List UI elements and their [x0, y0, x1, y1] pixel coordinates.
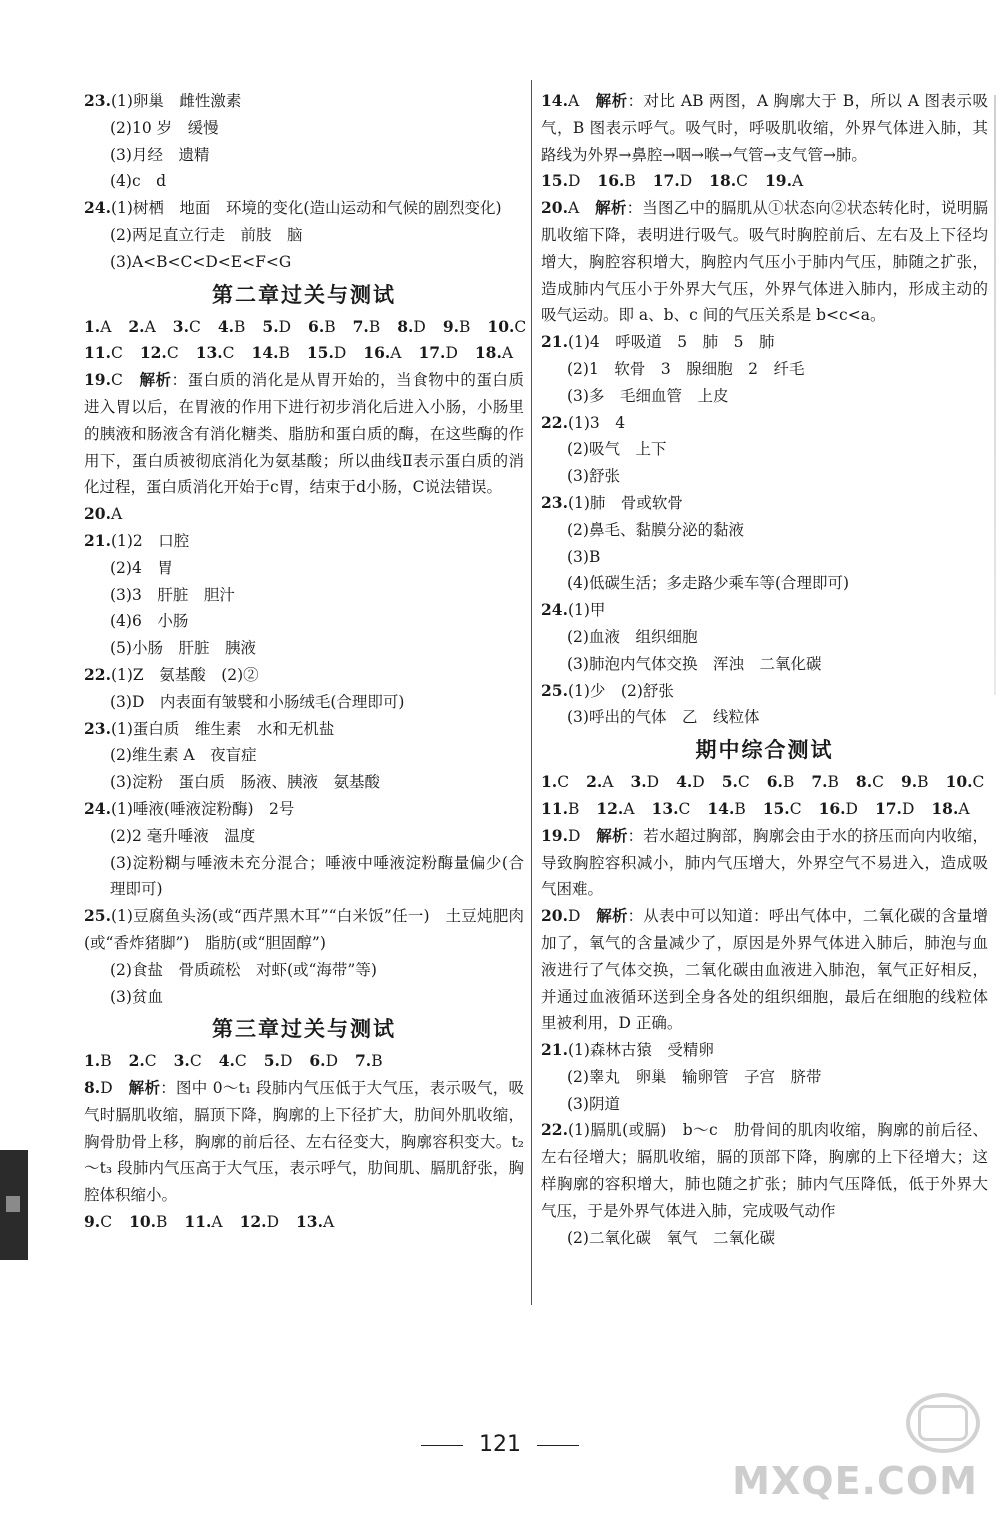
question-number: 25. [541, 680, 568, 700]
sub-answer: (2)维生素 A 夜盲症 [110, 746, 257, 765]
question-number: 2. [128, 316, 145, 336]
question-number: 10. [129, 1212, 157, 1232]
explanation-item [541, 903, 988, 1037]
question-number: 22. [84, 664, 111, 684]
question-number: 8. [84, 1078, 101, 1098]
explanation-text: ：若水超过胸部，胸廓会由于水的挤压而向内收缩，导致胸腔容积减小，肺内气压增大，外界空气不易进入，造成吸气困难。 [541, 826, 988, 899]
answer-choice: A [567, 92, 580, 110]
sub-answer: (3)A<B<C<D<E<F<G [110, 252, 292, 271]
answer-item [597, 172, 635, 190]
question-number: 14. [541, 91, 568, 110]
answer-choice: C [557, 773, 570, 792]
answer-item [856, 773, 884, 791]
answer-item [596, 800, 634, 818]
answer-choice: C [188, 317, 201, 336]
question-number: 4. [217, 316, 235, 336]
explanation-text: ：当图乙中的膈肌从①状态向②状态转化时，说明膈肌收缩下降，表明进行吸气。吸气时胸腔前后、左右及上下径均增大，胸腔容积增大，胸腔内气压小于肺内气压，肺随之扩张，造成肺内气压小于外界大气压，外界气体进入肺内，形成主动的吸气运动。即 a、b、c 间的气压关系是 b<c<a。 [541, 199, 988, 325]
answer-choice: A [390, 344, 402, 363]
sub-answer: (3)多 毛细血管 上皮 [567, 386, 729, 405]
question-number: 12. [239, 1212, 267, 1232]
answer-item [84, 1052, 112, 1070]
page-edge [994, 95, 996, 695]
question-line [541, 1037, 988, 1064]
answer-choice: D [646, 773, 660, 792]
answer-item [84, 344, 123, 362]
answer-choice: B [827, 773, 839, 792]
watermark [732, 1393, 982, 1503]
answer-choice: D [279, 1052, 293, 1071]
question-number: 1. [84, 1051, 101, 1071]
question-number: 19. [541, 825, 568, 845]
answer-text: (1)卵巢 雌性激素 [110, 92, 242, 110]
answer-item [240, 1213, 279, 1231]
question-number: 1. [84, 316, 101, 336]
answer-item [946, 773, 985, 791]
answer-item [174, 1052, 202, 1070]
answer-choice: B [371, 1052, 383, 1071]
answer-choice: B [734, 799, 746, 818]
question-number: 4. [218, 1051, 235, 1071]
answer-choice: A [567, 199, 580, 218]
question-number: 2. [586, 772, 603, 792]
question-number: 19. [84, 370, 111, 390]
section-heading: 第三章过关与测试 [212, 1016, 396, 1042]
answer-choice: A [958, 799, 970, 818]
question-number: 14. [251, 343, 279, 363]
answer-item [252, 344, 290, 362]
question-line [84, 88, 524, 115]
answer-choice: B [567, 799, 580, 818]
question-number: 4. [676, 772, 693, 792]
answer-choice: C [678, 799, 691, 818]
question-line [84, 903, 524, 957]
answer-choice: C [100, 1213, 113, 1232]
answer-item [709, 172, 748, 190]
answer-item [676, 773, 705, 791]
answer-choice: B [368, 317, 381, 336]
question-line [541, 410, 988, 437]
question-number: 21. [541, 332, 568, 352]
sub-answer: (3)呼出的气体 乙 线粒体 [567, 708, 760, 727]
answer-choice: C [189, 1052, 202, 1071]
sub-answer: (2)二氧化碳 氧气 二氧化碳 [567, 1228, 775, 1247]
answer-row [84, 340, 524, 367]
answer-choice: D [445, 344, 458, 363]
answer-item [652, 800, 691, 818]
answer-item [443, 318, 471, 336]
answer-item [487, 318, 526, 336]
question-number: 7. [355, 1051, 372, 1071]
answer-item [541, 800, 579, 818]
sub-answer: (2)10 岁 缓慢 [110, 118, 219, 137]
answer-choice: B [782, 773, 795, 792]
footer-rule-left [421, 1445, 463, 1446]
answer-item [475, 344, 513, 362]
question-line [84, 716, 524, 743]
question-number: 23. [541, 492, 568, 512]
question-number: 18. [709, 171, 737, 191]
question-number: 11. [84, 343, 111, 363]
sub-answer: (3)B [567, 547, 601, 566]
question-number: 20. [541, 198, 568, 218]
answer-text: (1)少 (2)舒张 [567, 681, 674, 700]
spacer [580, 827, 596, 845]
answer-text: (1)森林古猿 受精卵 [567, 1041, 714, 1060]
question-number: 6. [308, 316, 325, 336]
answer-item [353, 318, 381, 336]
explanation-label: 解析 [595, 198, 627, 218]
answer-text: (1)Z 氨基酸 (2)② [110, 665, 259, 684]
answer-choice: A [791, 172, 804, 191]
question-number: 12. [596, 798, 624, 818]
question-number: 1. [541, 772, 558, 792]
explanation-label: 解析 [128, 1078, 161, 1098]
answer-choice: A [322, 1213, 335, 1232]
answer-item [218, 318, 246, 336]
sub-answer: (3)阴道 [567, 1094, 620, 1113]
page-number: 121 [479, 1432, 521, 1457]
answer-choice: C [789, 799, 802, 818]
question-number: 3. [630, 772, 647, 792]
answer-row [84, 1048, 524, 1075]
question-line [84, 501, 524, 528]
sub-answer: (3)3 肝脏 胆汁 [110, 585, 235, 604]
question-number: 17. [874, 798, 902, 818]
sub-answer: (2)睾丸 卵巢 输卵管 子宫 脐带 [567, 1067, 822, 1086]
explanation-item [84, 1075, 524, 1209]
answer-choice: D [413, 317, 426, 336]
sub-answer: (3)贫血 [110, 987, 163, 1006]
answer-choice: D [901, 799, 915, 818]
sub-answer: (2)吸气 上下 [567, 440, 667, 459]
answer-item [819, 800, 858, 818]
question-number: 5. [263, 1051, 280, 1071]
question-number: 5. [721, 772, 738, 792]
question-line [84, 195, 524, 222]
explanation-text: ：从表中可以知道：呼出气体中，二氧化碳的含量增加了，氧气的含量减少了，原因是外界气体进入肺后，肺泡与血液进行了气体交换，二氧化碳由血液进入肺泡，氧气正好相反，并通过血液循环送到全身各处的组织细胞，最后在细胞的线粒体里被利用，D 正确。 [541, 907, 988, 1033]
question-number: 9. [442, 316, 460, 336]
sub-answer: (3)D 内表面有皱襞和小肠绒毛(合理即可) [110, 692, 405, 711]
answer-item [765, 172, 803, 190]
sub-answer: (5)小肠 肝脏 胰液 [110, 639, 256, 658]
sub-answer: (3)淀粉 蛋白质 肠液、胰液 氨基酸 [110, 773, 380, 792]
answer-item [296, 1213, 334, 1231]
answer-choice: D [692, 773, 705, 792]
answer-item [931, 800, 969, 818]
answer-choice: C [144, 1052, 157, 1071]
answer-choice: B [234, 317, 246, 336]
left-column [84, 88, 527, 1236]
spacer [113, 1079, 129, 1097]
spacer [580, 907, 596, 925]
sub-answer: (2)4 胃 [110, 558, 173, 577]
answer-choice: A [144, 317, 156, 336]
answer-item [264, 1052, 293, 1070]
answer-item [586, 773, 613, 791]
question-number: 24. [84, 798, 111, 818]
explanation-text: ：蛋白质的消化是从胃开始的，当食物中的蛋白质进入胃以后，在胃液的作用下进行初步消化后进入小肠，小肠里的胰液和肠液含有消化糖类、脂肪和蛋白质的酶，在这些酶的作用下，蛋白质被彻底消化为氨基酸；所以曲线Ⅱ表示蛋白质的消化过程，蛋白质消化开始于c胃，结束于d小肠，C说法错误。 [84, 371, 524, 497]
question-number: 16. [363, 343, 391, 363]
answer-choice: A [623, 799, 635, 818]
answer-choice: C [736, 172, 749, 191]
answer-item [355, 1052, 383, 1070]
section-heading: 期中综合测试 [695, 737, 834, 763]
answer-item [630, 773, 659, 791]
answer-text: (1)膈肌(或膈) b～c 肋骨间的肌肉收缩，胸廓的前后径、左右径增大；膈肌收缩，膈的顶部下降，胸廓的上下径增大；这样胸廓的容积增大，肺也随之扩张；肺内气压降低，低于外界大气压，于是外界气体进入肺，完成吸气动作 [541, 1121, 988, 1220]
question-number: 13. [651, 798, 679, 818]
explanation-item [541, 195, 988, 329]
question-number: 5. [262, 316, 279, 336]
sub-answer: (3)淀粉糊与唾液未充分混合；唾液中唾液淀粉酶量偏少(合理即可) [110, 853, 524, 899]
spacer [123, 371, 140, 389]
answer-item [707, 800, 745, 818]
question-number: 13. [296, 1212, 323, 1232]
answer-item [140, 344, 179, 362]
answer-text: (1)3 4 [567, 413, 626, 432]
answer-item [363, 344, 401, 362]
answer-text: (1)蛋白质 维生素 水和无机盐 [110, 719, 335, 738]
question-number: 6. [766, 772, 783, 792]
question-number: 22. [541, 1120, 568, 1140]
sub-answer: (2)2 毫升唾液 温度 [110, 826, 256, 845]
question-line [84, 528, 524, 555]
sub-answer: (3)月经 遗精 [110, 145, 210, 164]
question-number: 21. [84, 530, 111, 550]
question-number: 23. [84, 718, 111, 738]
answer-choice: C [737, 773, 750, 792]
question-number: 11. [541, 798, 568, 818]
sub-answer: (3)肺泡内气体交换 浑浊 二氧化碳 [567, 654, 822, 673]
answer-item [184, 1213, 222, 1231]
footer-rule-right [537, 1445, 579, 1446]
answer-choice: C [514, 317, 527, 336]
question-number: 24. [84, 198, 111, 218]
answer-choice: D [567, 907, 581, 926]
sub-answer: (3)舒张 [567, 467, 620, 486]
question-line [84, 796, 524, 823]
question-number: 20. [84, 504, 111, 524]
question-number: 16. [597, 171, 625, 191]
question-number: 24. [541, 600, 568, 620]
question-number: 9. [900, 772, 918, 792]
question-number: 14. [707, 798, 735, 818]
answer-choice: A [211, 1213, 223, 1232]
explanation-label: 解析 [596, 825, 628, 845]
question-number: 18. [931, 798, 959, 818]
answer-choice: C [972, 773, 985, 792]
answer-item [309, 1052, 338, 1070]
question-number: 23. [84, 91, 111, 110]
question-number: 7. [352, 316, 369, 336]
answer-choice: C [234, 1052, 247, 1071]
answer-choice: D [100, 1079, 113, 1098]
answer-text: (1)豆腐鱼头汤(或“西芹黑木耳”“白米饭”任一) 土豆炖肥肉(或“香炸猪脚”) 脂肪(或“胆固醇”) [84, 907, 524, 952]
answer-item [811, 773, 839, 791]
explanation-label: 解析 [139, 370, 172, 390]
sub-answer: (2)1 软骨 3 腺细胞 2 纤毛 [567, 359, 805, 378]
question-line [541, 678, 988, 705]
answer-choice: B [624, 172, 636, 191]
answer-item [541, 172, 580, 190]
question-number: 15. [762, 798, 790, 818]
question-line [541, 490, 988, 517]
answer-choice: D [567, 172, 581, 191]
question-number: 15. [541, 171, 568, 191]
answer-text: (1)2 口腔 [110, 531, 190, 550]
answer-choice: D [278, 317, 292, 336]
question-line [541, 329, 988, 356]
section-heading: 第二章过关与测试 [212, 281, 396, 307]
explanation-item [541, 88, 988, 168]
answer-text: A [110, 505, 123, 524]
answer-choice: C [222, 344, 235, 363]
answer-choice: C [872, 773, 884, 792]
answer-choice: D [845, 799, 858, 818]
spacer [579, 199, 595, 217]
spacer [579, 92, 595, 110]
question-line [541, 597, 988, 624]
right-column [541, 88, 988, 1251]
answer-choice: D [679, 172, 693, 191]
question-number: 2. [128, 1051, 145, 1071]
question-number: 3. [172, 316, 189, 336]
explanation-text: ：图中 0～t₁ 段肺内气压低于大气压，表示吸气，吸气时膈肌收缩，膈顶下降，胸廓的上下径扩大，肋间外肌收缩，胸骨肋骨上移，胸廓的前后径、左右径变大，胸廓容积变大。t₂～t₃ 段肺内气压高于大气压，表示呼气，肋间肌、膈肌舒张，胸腔体积缩小。 [84, 1079, 524, 1205]
sub-answer: (2)血液 组织细胞 [567, 627, 698, 646]
answer-item [308, 318, 336, 336]
question-number: 12. [139, 343, 167, 363]
answer-choice: B [917, 773, 929, 792]
answer-item [128, 318, 155, 336]
column-divider [531, 80, 532, 1305]
answer-item [418, 344, 457, 362]
answer-item [84, 318, 111, 336]
answer-text: (1)肺 骨或软骨 [567, 493, 683, 512]
question-number: 17. [652, 171, 680, 191]
answer-choice: D [325, 1052, 339, 1071]
answer-item [397, 318, 426, 336]
logo-glyph [918, 1405, 968, 1441]
question-number: 22. [541, 412, 568, 432]
question-number: 8. [855, 772, 873, 792]
question-number: 3. [173, 1051, 190, 1071]
question-number: 25. [84, 906, 111, 926]
answer-text: (1)甲 [567, 601, 606, 620]
answer-text: (1)4 呼吸道 5 肺 5 肺 [567, 333, 775, 352]
explanation-item [541, 823, 988, 903]
answer-row [541, 796, 988, 823]
answer-choice: B [156, 1213, 168, 1232]
answer-item [219, 1052, 247, 1070]
answer-item [875, 800, 914, 818]
question-number: 19. [765, 171, 792, 191]
answer-choice: B [459, 317, 471, 336]
answer-choice: B [100, 1052, 112, 1071]
answer-choice: C [110, 371, 123, 390]
question-number: 17. [418, 343, 446, 363]
question-number: 10. [487, 316, 515, 336]
question-number: 16. [818, 798, 846, 818]
edge-tab [0, 1150, 28, 1260]
question-number: 15. [306, 343, 334, 363]
answer-choice: A [501, 344, 514, 363]
answer-item [307, 344, 346, 362]
answer-item [767, 773, 795, 791]
question-number: 10. [945, 772, 973, 792]
question-number: 13. [195, 343, 223, 363]
sub-answer: (4)低碳生活；多走路少乘车等(合理即可) [567, 574, 850, 593]
watermark-logo [906, 1393, 980, 1453]
question-number: 9. [84, 1212, 101, 1232]
explanation-item [84, 367, 524, 501]
question-line [541, 1117, 988, 1224]
answer-choice: A [100, 317, 112, 336]
answer-item [541, 773, 569, 791]
answer-choice: B [278, 344, 290, 363]
answer-row [84, 1209, 524, 1236]
answer-item [722, 773, 750, 791]
question-number: 11. [184, 1212, 212, 1232]
answer-choice: C [110, 344, 123, 363]
question-number: 18. [474, 343, 502, 363]
watermark-text: MXQE.COM [732, 1459, 978, 1503]
sub-answer: (4)c d [110, 172, 167, 191]
question-number: 6. [309, 1051, 326, 1071]
answer-choice: D [567, 826, 581, 845]
question-number: 20. [541, 906, 568, 926]
answer-item [653, 172, 692, 190]
answer-item [129, 1213, 167, 1231]
question-number: 21. [541, 1040, 568, 1060]
answer-item [196, 344, 235, 362]
answer-text: (1)唾液(唾液淀粉酶) 2号 [110, 799, 295, 818]
explanation-text: ：对比 AB 两图，A 胸廓大于 B，所以 A 图表示吸气，B 图表示呼气。吸气时，呼吸肌收缩，外界气体进入肺，其路线为外界→鼻腔→咽→喉→气管→支气管→肺。 [541, 92, 988, 164]
answer-row [541, 168, 988, 195]
answer-choice: C [166, 344, 179, 363]
answer-item [173, 318, 201, 336]
answer-item [129, 1052, 157, 1070]
answer-row [84, 314, 527, 341]
answer-text: (1)树栖 地面 环境的变化(造山运动和气候的剧烈变化) [110, 199, 502, 218]
sub-answer: (4)6 小肠 [110, 612, 189, 631]
explanation-label: 解析 [596, 906, 628, 926]
answer-choice: B [324, 317, 336, 336]
question-number: 7. [811, 772, 828, 792]
question-line [84, 662, 524, 689]
sub-answer: (2)食盐 骨质疏松 对虾(或“海带”等) [110, 960, 377, 979]
answer-item [763, 800, 802, 818]
answer-item [901, 773, 929, 791]
answer-row [541, 769, 988, 796]
answer-choice: D [333, 344, 347, 363]
edge-tab-mark [6, 1196, 20, 1212]
question-number: 8. [397, 316, 414, 336]
answer-item [84, 1213, 112, 1231]
explanation-label: 解析 [595, 91, 628, 110]
sub-answer: (2)两足直立行走 前肢 脑 [110, 225, 303, 244]
answer-choice: D [266, 1213, 279, 1232]
sub-answer: (2)鼻毛、黏膜分泌的黏液 [567, 520, 744, 539]
answer-item [262, 318, 291, 336]
answer-choice: A [602, 773, 614, 792]
